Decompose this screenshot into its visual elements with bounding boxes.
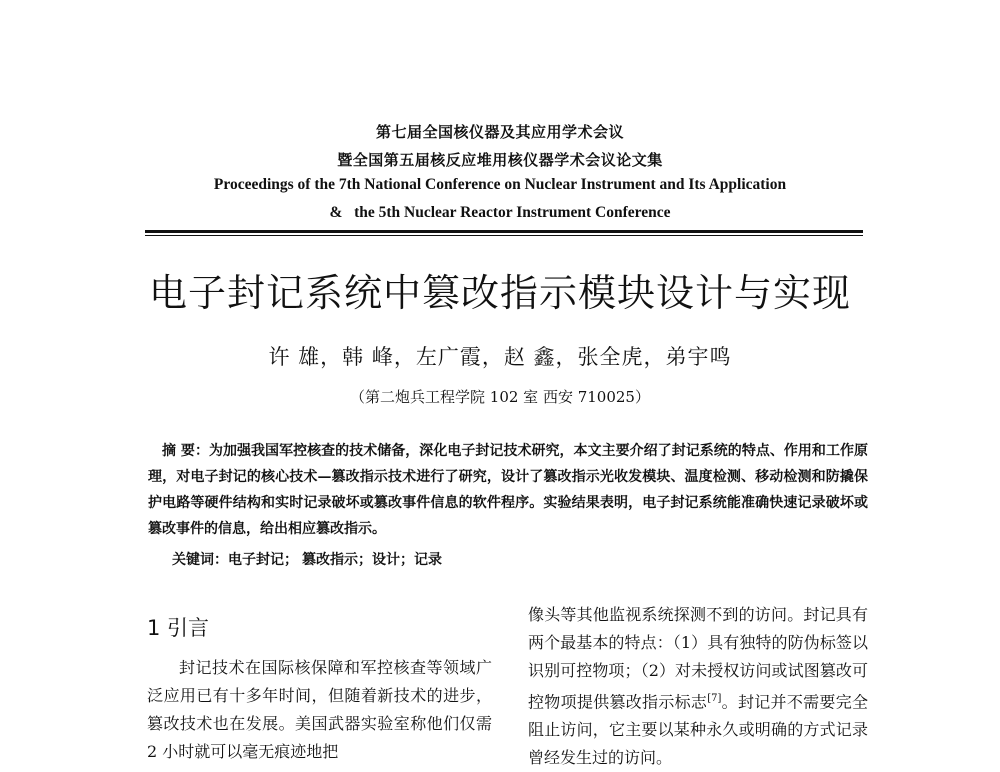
right-column — [528, 601, 868, 772]
citation-ref: [7] — [707, 693, 722, 704]
proceedings-header-cn-line2: 暨全国第五届核反应堆用核仪器学术会议论文集 — [337, 151, 663, 169]
proceedings-header-en-line1: Proceedings of the 7th National Conference on Nuclear Instrument and Its Application — [213, 176, 787, 193]
keywords — [172, 549, 862, 569]
header-rule-thin — [145, 235, 863, 236]
keyword-item: 电子封记； — [228, 552, 298, 568]
keywords-label: 关键词： — [172, 552, 228, 568]
keyword-item: 记录 — [414, 552, 442, 568]
intro-paragraph-left: 封记技术在国际核保障和军控核查等领域广泛应用已有十多年时间，但随着新技术的进步，篡改技术也在发展。美国武器实验室称他们仅需 2 小时就可以毫无痕迹地把 — [147, 658, 492, 761]
proceedings-header-cn-line1: 第七届全国核仪器及其应用学术会议 — [375, 123, 624, 141]
abstract — [148, 438, 868, 542]
paper-authors: 许 雄，韩 峰，左广霞，赵 鑫，张全虎，弟宇鸣 — [268, 345, 732, 369]
intro-paragraph-right — [528, 601, 868, 772]
abstract-label: 摘 要： — [162, 443, 209, 459]
left-column — [147, 612, 492, 766]
keyword-item: 篡改指示； — [302, 552, 372, 568]
abstract-text: 为加强我国军控核查的技术储备，深化电子封记技术研究，本文主要介绍了封记系统的特点、作用和工作原理，对电子封记的核心技术—篡改指示技术进行了研究，设计了篡改指示光收发模块、温度检测、移动检测和防撬保护电路等硬件结构和实时记录破坏或篡改事件信息的软件程序。实验结果表明，电子封记系统能准确快速记录破坏或篡改事件的信息，给出相应篡改指示。 — [148, 443, 869, 537]
section-heading-introduction: 1 引言 — [147, 616, 210, 640]
header-rule-thick — [145, 230, 863, 233]
intro-right-text-b: 。封记并不需要完全阻止访问，它主要以某种永久或明确的方式记录曾经发生过的访问。 — [528, 692, 868, 768]
intro-right-text-a: 像头等其他监视系统探测不到的访问。封记具有两个最基本的特点：（1）具有独特的防伪标签以识别可控物项；（2）对未授权访问或试图篡改可控物项提供篡改指示标志 — [528, 605, 868, 712]
paper-title: 电子封记系统中篡改指示模块设计与实现 — [148, 271, 851, 315]
proceedings-header-en-line2: & the 5th Nuclear Reactor Instrument Conference — [329, 204, 671, 221]
paper-affiliation: （第二炮兵工程学院 102 室 西安 710025） — [350, 388, 650, 406]
keyword-item: 设计； — [372, 552, 414, 568]
